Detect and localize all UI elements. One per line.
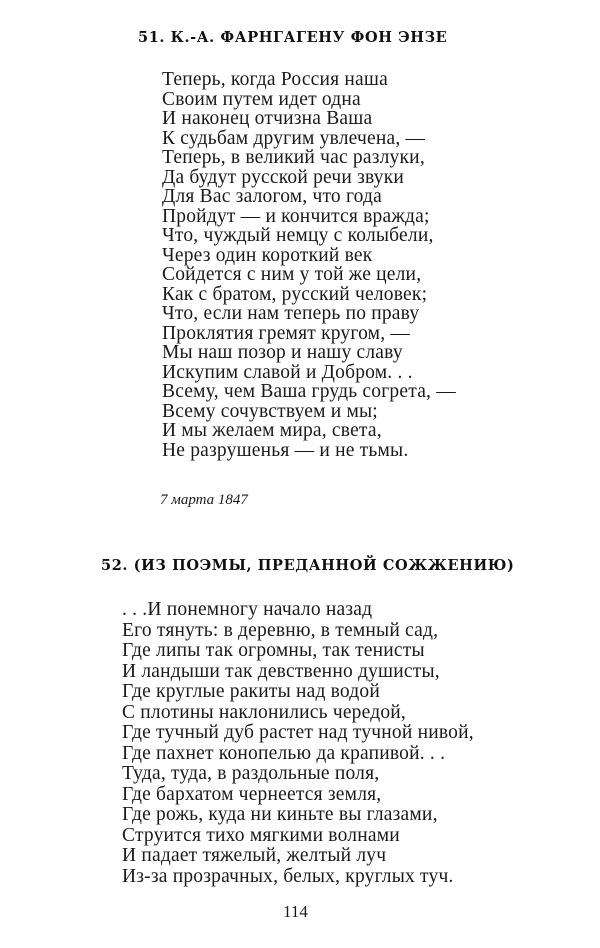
- verse-line: Где круглые ракиты над водой: [122, 681, 381, 702]
- verse-line: Своим путем идет одна: [162, 88, 361, 110]
- verse-line: Туда, туда, в раздольные поля,: [122, 763, 380, 784]
- verse-line: Для Вас залогом, что года: [162, 186, 383, 207]
- verse-line: Пройдут — и кончится вражда;: [162, 205, 430, 227]
- verse-line: Как с братом, русский человек;: [162, 283, 428, 305]
- verse-line: Струится тихо мягкими волнами: [122, 824, 400, 846]
- verse-line: Искупим славой и Добром. . .: [162, 361, 413, 383]
- verse-line: Где липы так огромны, так тенисты: [122, 640, 425, 661]
- verse-line: С плотины наклонились чередой,: [122, 701, 407, 723]
- verse-line: Где тучный дуб растет над тучной нивой,: [122, 722, 474, 743]
- verse-line: Где бархатом чернеется земля,: [122, 783, 382, 805]
- verse-line: И падает тяжелый, желтый луч: [122, 845, 387, 866]
- verse-line: Всему, чем Ваша грудь согрета, —: [162, 381, 456, 402]
- poem-51-heading: 51. К.-А. ФАРНГАГЕНУ ФОН ЭНЗЕ: [138, 29, 448, 46]
- verse-line: И мы желаем мира, света,: [162, 420, 382, 441]
- verse-line: Не разрушенья — и не тьмы.: [162, 439, 409, 461]
- verse-line: Через один короткий век: [162, 244, 373, 266]
- verse-line: Всему сочувствуем и мы;: [162, 400, 378, 422]
- verse-line: И ландыши так девственно душисты,: [122, 660, 440, 682]
- verse-line: Сойдется с ним у той же цели,: [162, 264, 422, 285]
- verse-line: Что, если нам теперь по праву: [162, 303, 420, 324]
- verse-line: Проклятия гремят кругом, —: [162, 322, 411, 344]
- poem-51-text: [162, 70, 456, 460]
- verse-line: Да будут русской речи звуки: [162, 166, 405, 188]
- poem-52-heading: 52. (ИЗ ПОЭМЫ, ПРЕДАННОЙ СОЖЖЕНИЮ): [101, 557, 515, 574]
- verse-line: Его тянуть: в деревню, в темный сад,: [122, 619, 439, 641]
- verse-line: И наконец отчизна Ваша: [162, 108, 373, 129]
- poem-51-date: 7 марта 1847: [160, 492, 248, 508]
- verse-line: . . .И понемногу начало назад: [122, 599, 373, 620]
- verse-line: Из-за прозрачных, белых, круглых туч.: [122, 865, 454, 887]
- verse-line: Что, чуждый немцу с колыбели,: [162, 225, 434, 246]
- verse-line: К судьбам другим увлечена, —: [162, 127, 426, 149]
- verse-line: Теперь, в великий час разлуки,: [162, 147, 425, 168]
- verse-line: Где пахнет конопелью да крапивой. . .: [122, 742, 446, 764]
- poem-52-text: [122, 600, 474, 887]
- verse-line: Теперь, когда Россия наша: [162, 69, 388, 90]
- page-number: 114: [283, 902, 308, 921]
- verse-line: Где рожь, куда ни киньте вы глазами,: [122, 804, 438, 825]
- verse-line: Мы наш позор и нашу славу: [162, 342, 403, 363]
